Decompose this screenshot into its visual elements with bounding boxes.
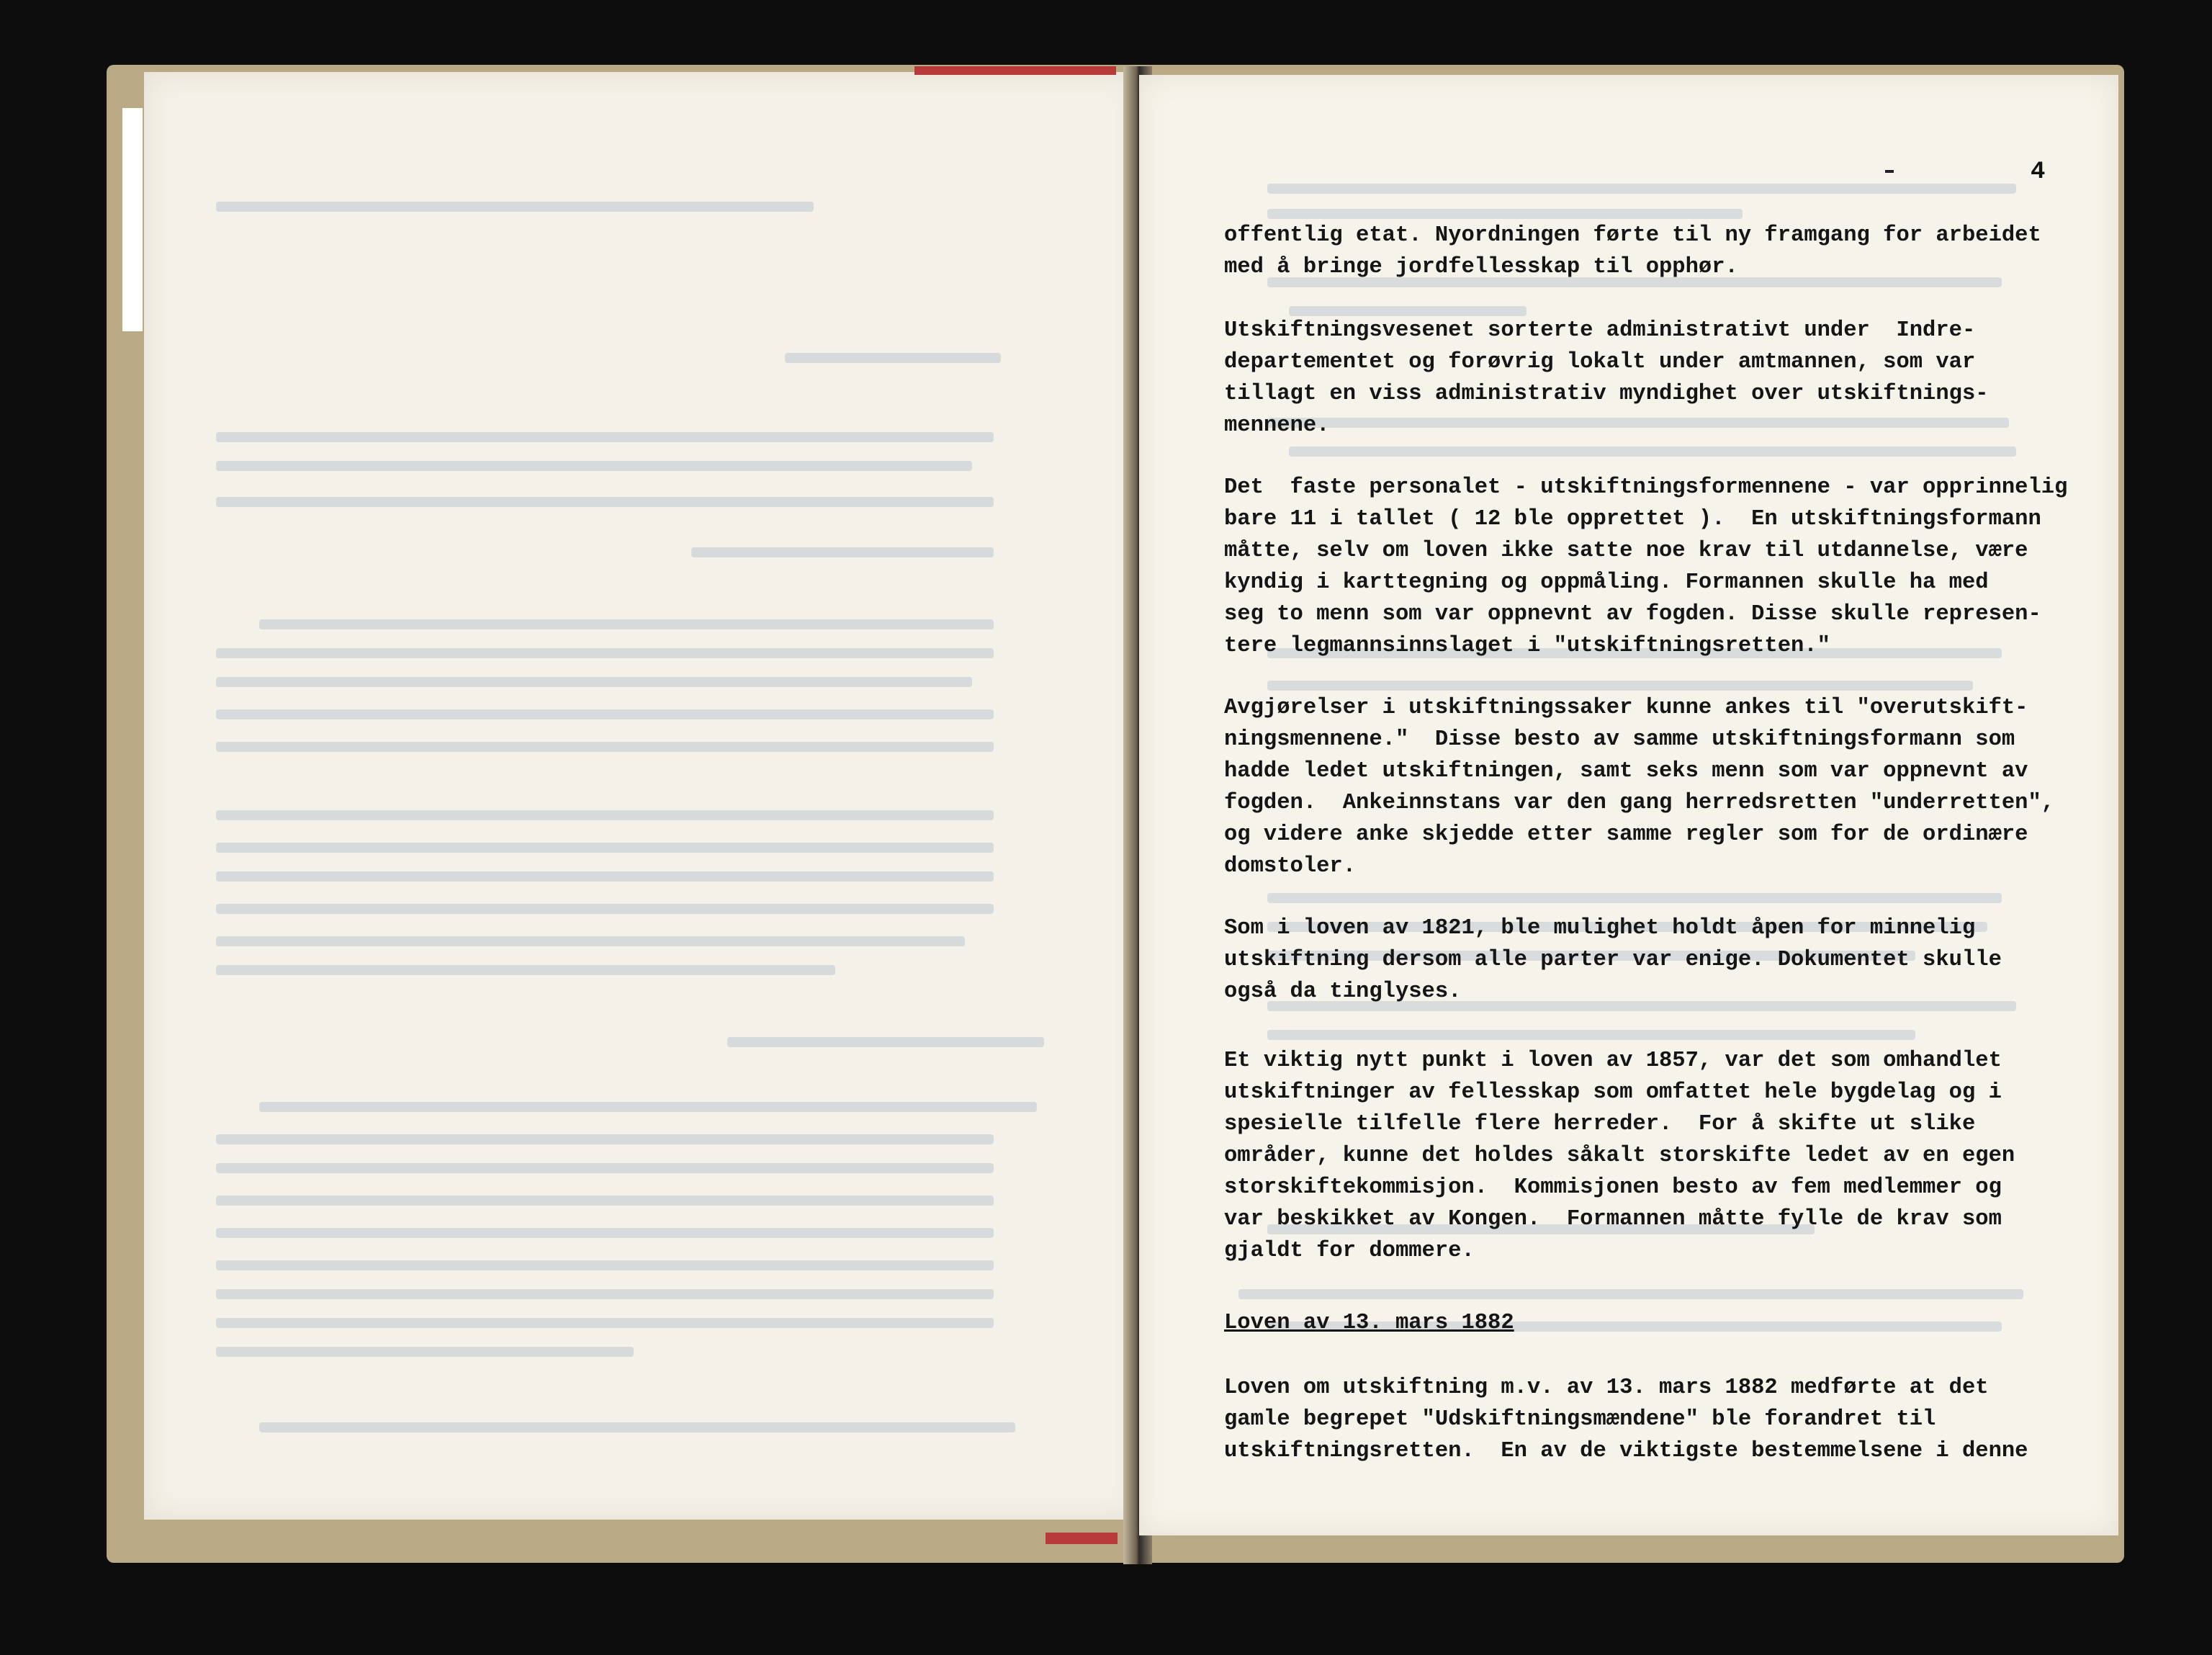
text-line: spesielle tilfelle flere herreder. For å skifte ut slike (1224, 1112, 1976, 1136)
text-line: Loven om utskiftning m.v. av 13. mars 1882 medførte at det (1224, 1376, 1989, 1400)
spine-tag-bottom (1046, 1533, 1118, 1544)
spine-tag (914, 66, 1116, 75)
ghost-line (216, 1163, 994, 1173)
text-line: tillagt en viss administrativ myndighet over utskiftnings- (1224, 382, 1989, 406)
text-line: ningsmennene." Disse besto av samme utskiftningsformann som (1224, 727, 2015, 752)
ghost-line (216, 843, 994, 853)
ghost-line (259, 619, 994, 629)
paragraph-7 (1224, 1372, 2028, 1467)
text-line: departementet og forøvrig lokalt under amtmannen, som var (1224, 350, 1976, 374)
paragraph-2 (1224, 315, 1989, 441)
ghost-line (1267, 209, 1743, 219)
paragraph-5 (1224, 912, 2002, 1008)
ghost-line (1267, 681, 1973, 691)
ghost-line (216, 1318, 994, 1328)
ghost-line (1289, 447, 2016, 457)
text-line: hadde ledet utskiftningen, samt seks menn som var oppnevnt av (1224, 759, 2028, 784)
ghost-line (216, 810, 994, 820)
paragraph-6 (1224, 1045, 2015, 1267)
ghost-line (216, 202, 814, 212)
text-line: utskiftninger av fellesskap som omfattet hele bygdelag og i (1224, 1080, 2002, 1105)
ghost-line (691, 547, 994, 557)
text-line: storskiftekommisjon. Kommisjonen besto av fem medlemmer og (1224, 1175, 2002, 1200)
text-line: bare 11 i tallet ( 12 ble opprettet ). En utskiftningsformann (1224, 507, 2041, 532)
ghost-line (1267, 893, 2002, 903)
text-line: gamle begrepet "Udskiftningsmændene" ble forandret til (1224, 1407, 1936, 1432)
ghost-line (216, 432, 994, 442)
text-line: Utskiftningsvesenet sorterte administrativt under Indre- (1224, 318, 1976, 343)
ghost-line (216, 1196, 994, 1206)
ghost-line (1267, 184, 2016, 194)
ghost-line (216, 648, 994, 658)
text-line: mennene. (1224, 413, 1330, 438)
page-number: 4 (2031, 158, 2046, 186)
text-line: tere legmannsinnslaget i "utskiftningsretten." (1224, 634, 1830, 658)
text-line: med å bringe jordfellesskap til opphør. (1224, 255, 1738, 279)
ghost-line (727, 1037, 1044, 1047)
ghost-line (216, 871, 994, 882)
text-line: seg to menn som var oppnevnt av fogden. Disse skulle represen- (1224, 602, 2041, 627)
ghost-line (785, 353, 1001, 363)
text-line: var beskikket av Kongen. Formannen måtte fylle de krav som (1224, 1207, 2002, 1232)
ghost-line (216, 936, 965, 946)
ghost-line (216, 1228, 994, 1238)
text-line: og videre anke skjedde etter samme regler som for de ordinære (1224, 822, 2028, 847)
text-line: kyndig i karttegning og oppmåling. Formannen skulle ha med (1224, 570, 1989, 595)
text-line: måtte, selv om loven ikke satte noe krav til utdannelse, være (1224, 539, 2028, 563)
ghost-line (216, 497, 994, 507)
ghost-line (216, 1134, 994, 1144)
text-line: offentlig etat. Nyordningen førte til ny framgang for arbeidet (1224, 223, 2041, 248)
text-line: utskiftningsretten. En av de viktigste bestemmelsene i denne (1224, 1439, 2028, 1463)
ghost-line (259, 1422, 1015, 1432)
paragraph-4 (1224, 692, 2054, 882)
ghost-line (216, 1347, 634, 1357)
ghost-line (216, 904, 994, 914)
text-line: Det faste personalet - utskiftningsformennene - var opprinnelig (1224, 475, 2068, 500)
paragraph-1 (1224, 220, 2041, 283)
label-strip (122, 108, 143, 331)
text-line: gjaldt for dommere. (1224, 1239, 1475, 1263)
text-line: utskiftning dersom alle parter var enige. Dokumentet skulle (1224, 948, 2002, 972)
ghost-line (216, 1289, 994, 1299)
ghost-line (216, 677, 972, 687)
left-page (144, 72, 1138, 1520)
ghost-line (216, 965, 835, 975)
text-line: Avgjørelser i utskiftningssaker kunne ankes til "overutskift- (1224, 696, 2028, 720)
text-line: også da tinglyses. (1224, 979, 1462, 1004)
text-line: domstoler. (1224, 854, 1357, 879)
ghost-line (1267, 1030, 1915, 1040)
ghost-line (216, 742, 994, 752)
ghost-line (216, 1260, 994, 1270)
text-line: Som i loven av 1821, ble mulighet holdt åpen for minnelig (1224, 916, 1976, 941)
ghost-line (216, 709, 994, 719)
text-line: områder, kunne det holdes såkalt storskifte ledet av en egen (1224, 1144, 2015, 1168)
ghost-line (1238, 1289, 2023, 1299)
page-dash (1885, 170, 1894, 173)
section-heading: Loven av 13. mars 1882 (1224, 1311, 1514, 1335)
ghost-line (216, 461, 972, 471)
text-line: fogden. Ankeinnstans var den gang herredsretten "underretten", (1224, 791, 2055, 815)
paragraph-3 (1224, 472, 2067, 662)
text-line: Et viktig nytt punkt i loven av 1857, var det som omhandlet (1224, 1049, 2002, 1073)
ghost-line (259, 1102, 1037, 1112)
